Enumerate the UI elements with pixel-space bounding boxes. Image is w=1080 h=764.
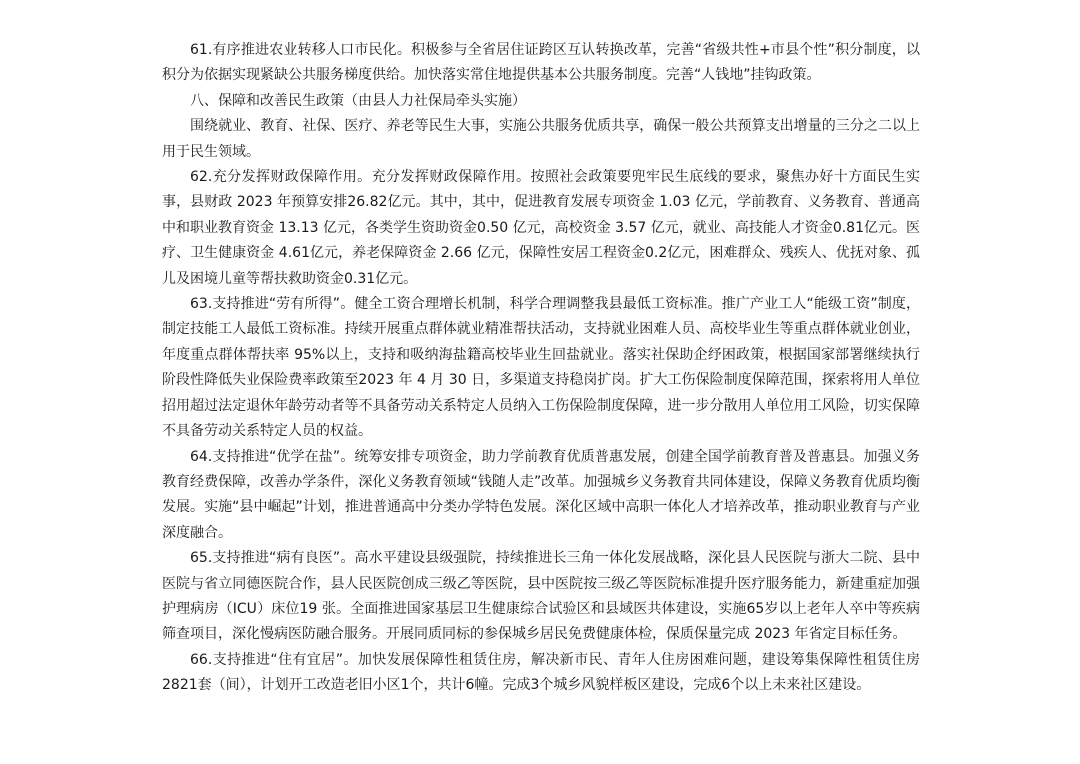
- paragraph-item-63: 63.支持推进“劳有所得”。健全工资合理增长机制，科学合理调整我县最低工资标准。推广产业工人“能级工资”制度，制定技能工人最低工资标准。持续开展重点群体就业精准帮扶活动，支持就业困难人员、高校毕业生等重点群体就业创业，年度重点群体帮扶率 95%以上，支持和吸纳海盐籍高校毕业生回盐就业。落实社保助企纾困政策，根据国家部署继续执行阶段性降低失业保险费率政策至2023 年 4 月 30 日，多渠道支持稳岗扩岗。扩大工伤保险制度保障范围，探索将用人单位招用超过法定退休年龄劳动者等不具备劳动关系特定人员纳入工伤保险制度保障，进一步分散用人单位用工风险，切实保障不具备劳动关系特定人员的权益。: [162, 296, 920, 440]
- section-heading-8: 八、保障和改善民生政策（由县人力社保局牵头实施）: [190, 92, 526, 109]
- section-intro-paragraph: 围绕就业、教育、社保、医疗、养老等民生大事，实施公共服务优质共享，确保一般公共预算支出增量的三分之二以上用于民生领域。: [162, 118, 920, 160]
- document-page: [162, 38, 920, 699]
- paragraph-item-64: 64.支持推进“优学在盐”。统筹安排专项资金，助力学前教育优质普惠发展，创建全国学前教育普及普惠县。加强义务教育经费保障，改善办学条件，深化义务教育领域“钱随人走”改革。加强城乡义务教育共同体建设，保障义务教育优质均衡发展。实施“县中崛起”计划，推进普通高中分类办学特色发展。深化区域中高职一体化人才培养改革，推动职业教育与产业深度融合。: [162, 448, 920, 541]
- paragraph-item-66: 66.支持推进“住有宜居”。加快发展保障性租赁住房，解决新市民、青年人住房困难问题，建设筹集保障性租赁住房2821套（间），计划开工改造老旧小区1个，共计6幢。完成3个城乡风貌样板区建设，完成6个以上未来社区建设。: [162, 651, 920, 694]
- paragraph-item-62: 62.充分发挥财政保障作用。充分发挥财政保障作用。按照社会政策要兜牢民生底线的要求，聚焦办好十方面民生实事，县财政 2023 年预算安排26.82亿元。其中，其中，促进教育发展专项资金 1.03 亿元，学前教育、义务教育、普通高中和职业教育资金 13.13 亿元，各类学生资助资金0.50 亿元，高校资金 3.57 亿元，就业、高技能人才资金0.81亿元。医疗、卫生健康资金 4.61亿元，养老保障资金 2.66 亿元，保障性安居工程资金0.2亿元，困难群众、残疾人、优抚对象、孤儿及困境儿童等帮扶救助资金0.31亿元。: [162, 169, 920, 287]
- paragraph-item-61: 61.有序推进农业转移人口市民化。积极参与全省居住证跨区互认转换改革，完善“省级共性+市县个性”积分制度，以积分为依据实现紧缺公共服务梯度供给。加快落实常住地提供基本公共服务制度。完善“人钱地”挂钩政策。: [162, 42, 920, 84]
- paragraph-item-65: 65.支持推进“病有良医”。高水平建设县级强院，持续推进长三角一体化发展战略，深化县人民医院与浙大二院、县中医院与省立同德医院合作，县人民医院创成三级乙等医院，县中医院按三级乙等医院标准提升医疗服务能力，新建重症加强护理病房（ICU）床位19 张。全面推进国家基层卫生健康综合试验区和县域医共体建设，实施65岁以上老年人卒中等疾病筛查项目，深化慢病医防融合服务。开展同质同标的参保城乡居民免费健康体检，保质保量完成 2023 年省定目标任务。: [162, 550, 920, 643]
